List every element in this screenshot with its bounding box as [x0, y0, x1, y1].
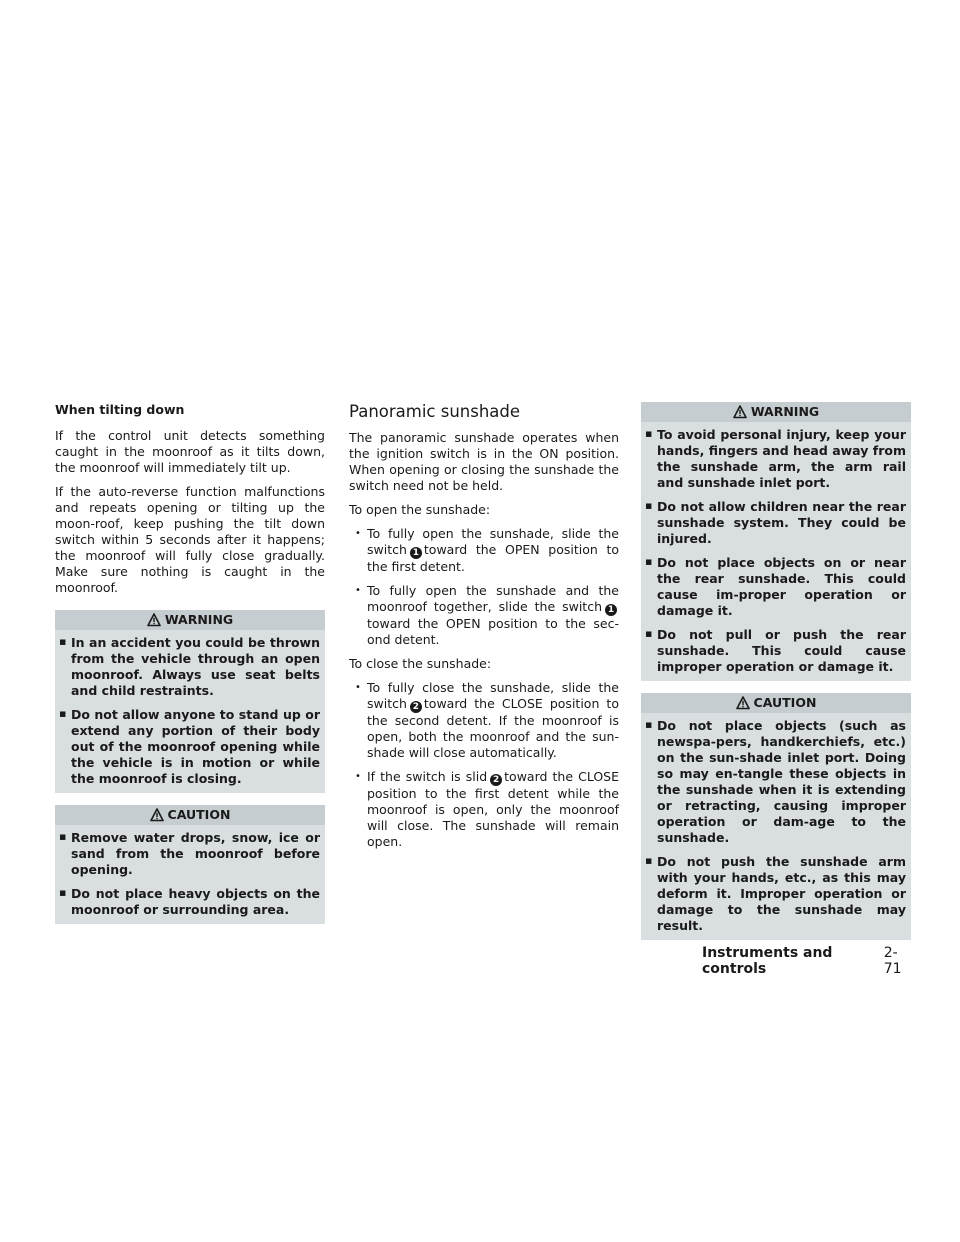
caution-title: CAUTION: [167, 807, 231, 822]
caution-item: ▪ Do not place objects (such as newspa-pers, handkerchiefs, etc.) on the sun-shade inlet port. Doing so may en-tangle these objects in the sunshade when it is extending or retracting, causing improper operation or dam-age to the sunshade.: [657, 718, 906, 846]
warning-triangle-icon: [147, 613, 161, 627]
caution-item: ▪ Do not place heavy objects on the moonroof or surrounding area.: [71, 886, 320, 918]
paragraph: If the auto-reverse function malfunctions and repeats opening or tilting up the moon-roof, keep pushing the tilt down switch within 5 seconds after it happens; the moonroof will fully close gradually. Make sure nothing is caught in the moonroof.: [55, 484, 325, 595]
open-list: [349, 526, 619, 648]
callout-number: 2: [490, 774, 502, 786]
caution-item: ▪ Remove water drops, snow, ice or sand from the moonroof before opening.: [71, 830, 320, 878]
warning-box: [55, 610, 325, 793]
warning-item: ▪ Do not allow anyone to stand up or extend any portion of their body out of the moonroof opening while the vehicle is in motion or while the moonroof is closing.: [71, 707, 320, 787]
list-item: • To fully close the sunshade, slide the switch 2 toward the CLOSE position to the second detent. If the moonroof is open, both the moonroof and the sun-shade will close automatically.: [367, 680, 619, 761]
column-middle: [349, 402, 619, 858]
caution-box: [55, 805, 325, 924]
callout-number: 2: [410, 701, 422, 713]
column-left: [55, 402, 325, 936]
warning-item: ▪ To avoid personal injury, keep your hands, fingers and head away from the sunshade arm, the arm rail and sunshade inlet port.: [657, 427, 906, 491]
warning-triangle-icon: [736, 696, 750, 710]
warning-title: WARNING: [750, 404, 820, 419]
section-title: Panoramic sunshade: [349, 402, 521, 421]
list-item: • If the switch is slid 2 toward the CLOSE position to the first detent while the moonroof is open, only the moonroof will close. The sunshade will remain open.: [367, 769, 619, 850]
footer-section: Instruments and controls: [702, 945, 833, 977]
warning-title: WARNING: [164, 612, 234, 627]
paragraph: The panoramic sunshade operates when the ignition switch is in the ON position. When opening or closing the sunshade the switch need not be held.: [349, 430, 619, 493]
warning-box: [641, 402, 911, 681]
warning-item: ▪ In an accident you could be thrown from the vehicle through an open moonroof. Always use seat belts and child restraints.: [71, 635, 320, 699]
warning-triangle-icon: [733, 405, 747, 419]
warning-header: [55, 610, 325, 630]
page-footer: [702, 945, 912, 977]
warning-item: ▪ Do not place objects on or near the rear sunshade. This could cause im-proper operation or damage it.: [657, 555, 906, 619]
caution-header: [641, 693, 911, 713]
warning-triangle-icon: [150, 808, 164, 822]
warning-item: ▪ Do not pull or push the rear sunshade. This could cause improper operation or damage it.: [657, 627, 906, 675]
caution-header: [55, 805, 325, 825]
close-label: To close the sunshade:: [349, 656, 492, 671]
callout-number: 1: [410, 547, 422, 559]
list-item: • To fully open the sunshade, slide the switch 1 toward the OPEN position to the first detent.: [367, 526, 619, 575]
open-label: To open the sunshade:: [349, 502, 491, 517]
subheading-tilting-down: When tilting down: [55, 402, 185, 417]
caution-title: CAUTION: [753, 695, 817, 710]
paragraph: If the control unit detects something caught in the moonroof as it tilts down, the moonroof will immediately tilt up.: [55, 428, 325, 475]
warning-item: ▪ Do not allow children near the rear sunshade system. They could be injured.: [657, 499, 906, 547]
close-list: [349, 680, 619, 850]
warning-header: [641, 402, 911, 422]
page-number: 2-71: [883, 945, 902, 977]
column-right: [641, 402, 911, 952]
caution-item: ▪ Do not push the sunshade arm with your hands, etc., as this may deform it. Improper operation or damage to the sunshade may result.: [657, 854, 906, 934]
callout-number: 1: [605, 604, 617, 616]
list-item: • To fully open the sunshade and the moonroof together, slide the switch 1toward the OPEN position to the sec-ond detent.: [367, 583, 619, 648]
caution-box: [641, 693, 911, 940]
